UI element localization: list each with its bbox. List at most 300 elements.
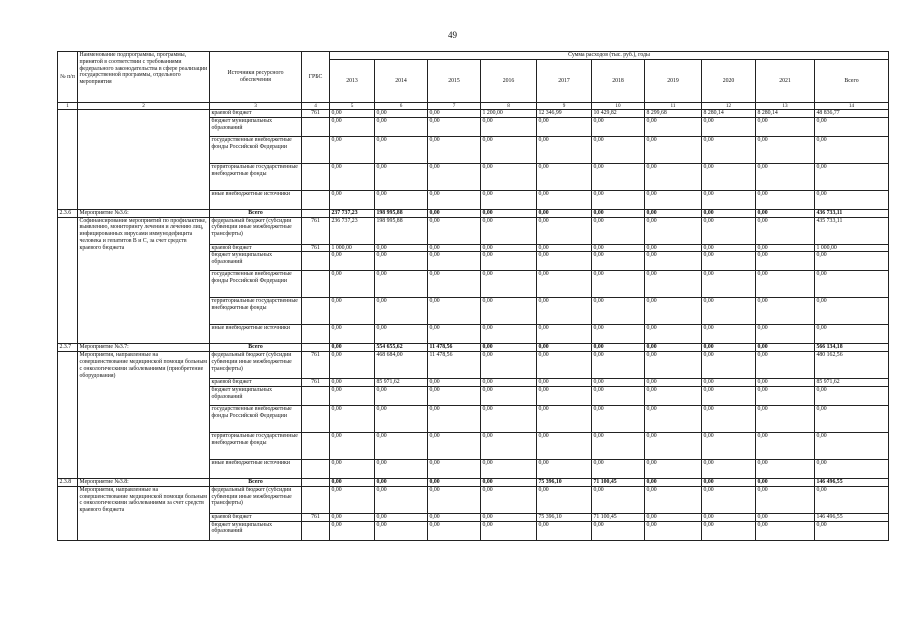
header-column-index: 13 bbox=[756, 103, 815, 110]
grbs-code bbox=[302, 209, 330, 217]
funding-source: территориальные государственные внебюджетные фонды bbox=[210, 432, 302, 459]
amount-cell: 0,00 bbox=[645, 344, 702, 352]
amount-cell: 0,00 bbox=[756, 379, 815, 387]
amount-cell: 0,00 bbox=[330, 513, 375, 521]
amount-cell: 0,00 bbox=[428, 117, 481, 136]
amount-cell: 0,00 bbox=[481, 209, 537, 217]
funding-source: краевой бюджет bbox=[210, 110, 302, 118]
amount-cell: 0,00 bbox=[428, 110, 481, 118]
grbs-code bbox=[302, 298, 330, 325]
amount-cell: 0,00 bbox=[702, 405, 756, 432]
header-year: 2014 bbox=[375, 60, 428, 103]
header-year: Всего bbox=[815, 60, 889, 103]
amount-cell: 0,00 bbox=[702, 136, 756, 163]
amount-cell: 0,00 bbox=[645, 486, 702, 513]
amount-cell: 554 655,62 bbox=[375, 344, 428, 352]
amount-cell: 0,00 bbox=[756, 521, 815, 540]
amount-cell: 0,00 bbox=[481, 459, 537, 478]
amount-cell: 0,00 bbox=[330, 110, 375, 118]
table-row bbox=[58, 209, 889, 217]
amount-cell: 0,00 bbox=[702, 117, 756, 136]
grbs-code bbox=[302, 190, 330, 209]
amount-cell: 0,00 bbox=[756, 244, 815, 252]
amount-cell: 0,00 bbox=[428, 379, 481, 387]
amount-cell: 1 000,00 bbox=[330, 244, 375, 252]
amount-cell: 8 280,14 bbox=[756, 110, 815, 118]
amount-cell: 0,00 bbox=[375, 486, 428, 513]
amount-cell: 0,00 bbox=[330, 521, 375, 540]
amount-cell: 480 162,56 bbox=[815, 352, 889, 379]
amount-cell: 0,00 bbox=[428, 271, 481, 298]
amount-cell: 0,00 bbox=[702, 325, 756, 344]
item-title: Мероприятие №3.6: bbox=[78, 209, 210, 217]
amount-cell: 0,00 bbox=[756, 386, 815, 405]
amount-cell: 0,00 bbox=[330, 459, 375, 478]
amount-cell: 71 100,45 bbox=[592, 478, 645, 486]
amount-cell: 0,00 bbox=[375, 110, 428, 118]
amount-cell: 0,00 bbox=[645, 217, 702, 244]
header-year: 2021 bbox=[756, 60, 815, 103]
funding-source: государственные внебюджетные фонды Российской Федерации bbox=[210, 405, 302, 432]
amount-cell: 0,00 bbox=[645, 405, 702, 432]
amount-cell: 0,00 bbox=[537, 136, 592, 163]
grbs-code bbox=[302, 325, 330, 344]
header-year: 2013 bbox=[330, 60, 375, 103]
item-number bbox=[58, 110, 78, 210]
item-description: Мероприятия, направленные на совершенствование медицинской помощи больным с онкологическими заболеваниями за счет средств краевого бюджета bbox=[78, 486, 210, 540]
amount-cell: 0,00 bbox=[815, 386, 889, 405]
amount-cell: 0,00 bbox=[702, 432, 756, 459]
amount-cell: 0,00 bbox=[481, 405, 537, 432]
amount-cell: 0,00 bbox=[537, 325, 592, 344]
amount-cell: 0,00 bbox=[645, 379, 702, 387]
amount-cell: 0,00 bbox=[702, 344, 756, 352]
amount-cell: 0,00 bbox=[330, 478, 375, 486]
amount-cell: 0,00 bbox=[428, 217, 481, 244]
amount-cell: 0,00 bbox=[592, 244, 645, 252]
amount-cell: 0,00 bbox=[481, 478, 537, 486]
amount-cell: 0,00 bbox=[428, 244, 481, 252]
amount-cell: 0,00 bbox=[592, 459, 645, 478]
amount-cell: 8 280,14 bbox=[702, 110, 756, 118]
amount-cell: 0,00 bbox=[702, 271, 756, 298]
amount-cell: 0,00 bbox=[481, 513, 537, 521]
amount-cell: 0,00 bbox=[330, 379, 375, 387]
grbs-code: 761 bbox=[302, 379, 330, 387]
amount-cell: 0,00 bbox=[645, 298, 702, 325]
amount-cell: 0,00 bbox=[645, 190, 702, 209]
amount-cell: 0,00 bbox=[375, 244, 428, 252]
amount-cell: 0,00 bbox=[537, 352, 592, 379]
amount-cell: 0,00 bbox=[428, 325, 481, 344]
amount-cell: 0,00 bbox=[756, 478, 815, 486]
amount-cell: 0,00 bbox=[537, 459, 592, 478]
amount-cell: 0,00 bbox=[537, 244, 592, 252]
amount-cell: 0,00 bbox=[375, 386, 428, 405]
amount-cell: 0,00 bbox=[815, 486, 889, 513]
amount-cell: 0,00 bbox=[756, 217, 815, 244]
amount-cell: 0,00 bbox=[645, 271, 702, 298]
budget-table bbox=[57, 51, 889, 541]
amount-cell: 0,00 bbox=[645, 209, 702, 217]
header-column-index: 11 bbox=[645, 103, 702, 110]
amount-cell: 0,00 bbox=[428, 209, 481, 217]
funding-source: бюджет муниципальных образований bbox=[210, 386, 302, 405]
funding-source: краевой бюджет bbox=[210, 244, 302, 252]
amount-cell: 0,00 bbox=[537, 405, 592, 432]
amount-cell: 0,00 bbox=[592, 325, 645, 344]
amount-cell: 0,00 bbox=[592, 271, 645, 298]
item-description: Софинансирование мероприятий по профилактике, выявлению, мониторингу лечения и лечению лиц, инфицированных вирусами иммунодефицита человека и гепатитов В и С, за счет средств краевого бюджета bbox=[78, 217, 210, 344]
grbs-code bbox=[302, 486, 330, 513]
amount-cell: 0,00 bbox=[702, 379, 756, 387]
funding-source: государственные внебюджетные фонды Российской Федерации bbox=[210, 271, 302, 298]
item-title: Мероприятие №3.8: bbox=[78, 478, 210, 486]
amount-cell: 75 396,10 bbox=[537, 513, 592, 521]
amount-cell: 0,00 bbox=[481, 298, 537, 325]
amount-cell: 0,00 bbox=[428, 513, 481, 521]
amount-cell: 0,00 bbox=[481, 521, 537, 540]
amount-cell: 0,00 bbox=[702, 190, 756, 209]
amount-cell: 0,00 bbox=[815, 298, 889, 325]
header-year: 2015 bbox=[428, 60, 481, 103]
amount-cell: 0,00 bbox=[481, 190, 537, 209]
header-column-index: 3 bbox=[210, 103, 302, 110]
amount-cell: 0,00 bbox=[537, 521, 592, 540]
amount-cell: 0,00 bbox=[537, 163, 592, 190]
amount-cell: 0,00 bbox=[428, 136, 481, 163]
amount-cell: 566 134,18 bbox=[815, 344, 889, 352]
amount-cell: 0,00 bbox=[592, 386, 645, 405]
amount-cell: 0,00 bbox=[330, 136, 375, 163]
amount-cell: 0,00 bbox=[592, 432, 645, 459]
amount-cell: 236 737,23 bbox=[330, 217, 375, 244]
amount-cell: 0,00 bbox=[815, 252, 889, 271]
amount-cell: 0,00 bbox=[330, 271, 375, 298]
amount-cell: 0,00 bbox=[375, 478, 428, 486]
amount-cell: 0,00 bbox=[756, 405, 815, 432]
item-number: 2.3.6 bbox=[58, 209, 78, 217]
amount-cell: 0,00 bbox=[481, 271, 537, 298]
header-column-index: 5 bbox=[330, 103, 375, 110]
funding-source: федеральный бюджет (субсидии субвенции иные межбюджетные трансферты) bbox=[210, 352, 302, 379]
funding-source: территориальные государственные внебюджетные фонды bbox=[210, 298, 302, 325]
amount-cell: 0,00 bbox=[537, 252, 592, 271]
amount-cell: 0,00 bbox=[645, 521, 702, 540]
amount-cell: 12 346,99 bbox=[537, 110, 592, 118]
grbs-code bbox=[302, 271, 330, 298]
amount-cell: 0,00 bbox=[756, 252, 815, 271]
amount-cell: 0,00 bbox=[428, 252, 481, 271]
grbs-code: 761 bbox=[302, 513, 330, 521]
amount-cell: 0,00 bbox=[702, 521, 756, 540]
amount-cell: 0,00 bbox=[756, 459, 815, 478]
amount-cell: 0,00 bbox=[428, 298, 481, 325]
amount-cell: 0,00 bbox=[815, 325, 889, 344]
amount-cell: 0,00 bbox=[537, 117, 592, 136]
amount-cell: 0,00 bbox=[481, 486, 537, 513]
amount-cell: 0,00 bbox=[645, 325, 702, 344]
funding-source: бюджет муниципальных образований bbox=[210, 521, 302, 540]
amount-cell: 0,00 bbox=[645, 163, 702, 190]
amount-cell: 0,00 bbox=[481, 325, 537, 344]
header-name: Наименование подпрограммы, программы, принятой в соответствии с требованиями федерального законодательства в сфере реализации государственной программы, отдельного мероприятия bbox=[78, 52, 210, 103]
grbs-code bbox=[302, 136, 330, 163]
amount-cell: 0,00 bbox=[702, 352, 756, 379]
funding-source: государственные внебюджетные фонды Российской Федерации bbox=[210, 136, 302, 163]
amount-cell: 0,00 bbox=[645, 244, 702, 252]
amount-cell: 0,00 bbox=[702, 217, 756, 244]
amount-cell: 0,00 bbox=[645, 478, 702, 486]
item-number-continued bbox=[58, 352, 78, 479]
header-year: 2019 bbox=[645, 60, 702, 103]
header-year: 2020 bbox=[702, 60, 756, 103]
amount-cell: 11 478,56 bbox=[428, 344, 481, 352]
amount-cell: 0,00 bbox=[330, 344, 375, 352]
amount-cell: 0,00 bbox=[330, 432, 375, 459]
grbs-code bbox=[302, 252, 330, 271]
amount-cell: 0,00 bbox=[537, 209, 592, 217]
amount-cell: 0,00 bbox=[592, 344, 645, 352]
amount-cell: 10 429,82 bbox=[592, 110, 645, 118]
amount-cell: 0,00 bbox=[702, 486, 756, 513]
amount-cell: 0,00 bbox=[428, 459, 481, 478]
amount-cell: 1 200,00 bbox=[481, 110, 537, 118]
amount-cell: 85 971,62 bbox=[375, 379, 428, 387]
amount-cell: 0,00 bbox=[645, 459, 702, 478]
grbs-code bbox=[302, 117, 330, 136]
amount-cell: 0,00 bbox=[756, 513, 815, 521]
amount-cell: 0,00 bbox=[702, 386, 756, 405]
header-column-index: 12 bbox=[702, 103, 756, 110]
amount-cell: 0,00 bbox=[592, 486, 645, 513]
funding-source: Всего bbox=[210, 478, 302, 486]
item-number-continued bbox=[58, 486, 78, 540]
funding-source: Всего bbox=[210, 344, 302, 352]
amount-cell: 1 000,00 bbox=[815, 244, 889, 252]
header-sum: Сумма расходов (тыс. руб.), годы bbox=[330, 52, 889, 60]
amount-cell: 8 299,68 bbox=[645, 110, 702, 118]
amount-cell: 48 836,77 bbox=[815, 110, 889, 118]
amount-cell: 0,00 bbox=[428, 386, 481, 405]
amount-cell: 0,00 bbox=[330, 386, 375, 405]
amount-cell: 0,00 bbox=[428, 163, 481, 190]
header-source: Источники ресурсного обеспечения bbox=[210, 52, 302, 103]
amount-cell: 0,00 bbox=[330, 405, 375, 432]
amount-cell: 0,00 bbox=[592, 252, 645, 271]
amount-cell: 146 496,55 bbox=[815, 513, 889, 521]
amount-cell: 0,00 bbox=[645, 386, 702, 405]
table-row bbox=[58, 344, 889, 352]
amount-cell: 0,00 bbox=[645, 352, 702, 379]
header-column-index: 2 bbox=[78, 103, 210, 110]
item-number: 2.3.7 bbox=[58, 344, 78, 352]
grbs-code: 761 bbox=[302, 244, 330, 252]
amount-cell: 0,00 bbox=[330, 325, 375, 344]
amount-cell: 468 684,00 bbox=[375, 352, 428, 379]
amount-cell: 0,00 bbox=[815, 405, 889, 432]
grbs-code bbox=[302, 344, 330, 352]
amount-cell: 237 737,23 bbox=[330, 209, 375, 217]
header-column-index: 1 bbox=[58, 103, 78, 110]
amount-cell: 0,00 bbox=[375, 252, 428, 271]
amount-cell: 0,00 bbox=[375, 405, 428, 432]
header-column-index: 4 bbox=[302, 103, 330, 110]
amount-cell: 0,00 bbox=[702, 478, 756, 486]
amount-cell: 0,00 bbox=[592, 352, 645, 379]
amount-cell: 0,00 bbox=[481, 252, 537, 271]
grbs-code: 761 bbox=[302, 217, 330, 244]
amount-cell: 0,00 bbox=[592, 209, 645, 217]
amount-cell: 0,00 bbox=[756, 163, 815, 190]
funding-source: Всего bbox=[210, 209, 302, 217]
amount-cell: 0,00 bbox=[815, 117, 889, 136]
amount-cell: 0,00 bbox=[815, 136, 889, 163]
grbs-code bbox=[302, 405, 330, 432]
amount-cell: 0,00 bbox=[375, 117, 428, 136]
amount-cell: 0,00 bbox=[756, 190, 815, 209]
funding-source: федеральный бюджет (субсидии субвенции иные межбюджетные трансферты) bbox=[210, 217, 302, 244]
amount-cell: 0,00 bbox=[815, 459, 889, 478]
item-description: Мероприятия, направленные на совершенствование медицинской помощи больным с онкологическими заболеваниями (приобретение оборудования) bbox=[78, 352, 210, 479]
amount-cell: 0,00 bbox=[756, 352, 815, 379]
amount-cell: 0,00 bbox=[375, 513, 428, 521]
amount-cell: 0,00 bbox=[330, 190, 375, 209]
amount-cell: 0,00 bbox=[592, 217, 645, 244]
amount-cell: 0,00 bbox=[481, 352, 537, 379]
amount-cell: 0,00 bbox=[756, 209, 815, 217]
table-row bbox=[58, 352, 889, 379]
amount-cell: 146 496,55 bbox=[815, 478, 889, 486]
grbs-code bbox=[302, 386, 330, 405]
amount-cell: 0,00 bbox=[592, 379, 645, 387]
amount-cell: 0,00 bbox=[592, 117, 645, 136]
amount-cell: 0,00 bbox=[481, 379, 537, 387]
amount-cell: 0,00 bbox=[592, 136, 645, 163]
amount-cell: 0,00 bbox=[537, 217, 592, 244]
amount-cell: 0,00 bbox=[702, 252, 756, 271]
amount-cell: 0,00 bbox=[330, 352, 375, 379]
amount-cell: 0,00 bbox=[756, 325, 815, 344]
header-no: № п/п bbox=[58, 52, 78, 103]
item-number-continued bbox=[58, 217, 78, 344]
header-grbs: ГРБС bbox=[302, 52, 330, 103]
item-number: 2.3.8 bbox=[58, 478, 78, 486]
amount-cell: 0,00 bbox=[375, 325, 428, 344]
funding-source: бюджет муниципальных образований bbox=[210, 252, 302, 271]
amount-cell: 0,00 bbox=[481, 386, 537, 405]
header-column-index: 6 bbox=[375, 103, 428, 110]
funding-source: иные внебюджетные источники bbox=[210, 190, 302, 209]
amount-cell: 0,00 bbox=[375, 136, 428, 163]
amount-cell: 0,00 bbox=[645, 252, 702, 271]
page-number: 49 bbox=[448, 30, 457, 40]
funding-source: федеральный бюджет (субсидии субвенции иные межбюджетные трансферты) bbox=[210, 486, 302, 513]
funding-source: иные внебюджетные источники bbox=[210, 459, 302, 478]
amount-cell: 0,00 bbox=[592, 405, 645, 432]
header-year: 2016 bbox=[481, 60, 537, 103]
amount-cell: 0,00 bbox=[537, 386, 592, 405]
funding-source: иные внебюджетные источники bbox=[210, 325, 302, 344]
amount-cell: 0,00 bbox=[592, 521, 645, 540]
grbs-code: 761 bbox=[302, 110, 330, 118]
amount-cell: 0,00 bbox=[375, 521, 428, 540]
amount-cell: 0,00 bbox=[375, 432, 428, 459]
amount-cell: 0,00 bbox=[815, 190, 889, 209]
amount-cell: 0,00 bbox=[375, 271, 428, 298]
amount-cell: 0,00 bbox=[481, 432, 537, 459]
amount-cell: 0,00 bbox=[330, 252, 375, 271]
amount-cell: 0,00 bbox=[592, 298, 645, 325]
amount-cell: 0,00 bbox=[428, 486, 481, 513]
amount-cell: 0,00 bbox=[428, 405, 481, 432]
amount-cell: 0,00 bbox=[815, 163, 889, 190]
grbs-code bbox=[302, 163, 330, 190]
amount-cell: 0,00 bbox=[537, 486, 592, 513]
grbs-code bbox=[302, 432, 330, 459]
amount-cell: 198 995,88 bbox=[375, 217, 428, 244]
amount-cell: 0,00 bbox=[645, 136, 702, 163]
amount-cell: 11 478,56 bbox=[428, 352, 481, 379]
amount-cell: 0,00 bbox=[756, 486, 815, 513]
amount-cell: 0,00 bbox=[702, 513, 756, 521]
funding-source: территориальные государственные внебюджетные фонды bbox=[210, 163, 302, 190]
amount-cell: 0,00 bbox=[592, 190, 645, 209]
amount-cell: 0,00 bbox=[815, 271, 889, 298]
amount-cell: 0,00 bbox=[537, 344, 592, 352]
amount-cell: 0,00 bbox=[428, 521, 481, 540]
amount-cell: 0,00 bbox=[481, 344, 537, 352]
grbs-code bbox=[302, 521, 330, 540]
amount-cell: 0,00 bbox=[537, 190, 592, 209]
amount-cell: 0,00 bbox=[481, 163, 537, 190]
grbs-code bbox=[302, 459, 330, 478]
amount-cell: 0,00 bbox=[537, 432, 592, 459]
table-row bbox=[58, 217, 889, 244]
amount-cell: 0,00 bbox=[375, 190, 428, 209]
amount-cell: 0,00 bbox=[481, 244, 537, 252]
amount-cell: 435 733,11 bbox=[815, 217, 889, 244]
funding-source: краевой бюджет bbox=[210, 379, 302, 387]
amount-cell: 0,00 bbox=[428, 478, 481, 486]
amount-cell: 0,00 bbox=[756, 271, 815, 298]
table-row bbox=[58, 486, 889, 513]
amount-cell: 0,00 bbox=[645, 432, 702, 459]
amount-cell: 0,00 bbox=[645, 513, 702, 521]
grbs-code: 761 bbox=[302, 352, 330, 379]
grbs-code bbox=[302, 478, 330, 486]
amount-cell: 0,00 bbox=[375, 163, 428, 190]
amount-cell: 0,00 bbox=[330, 298, 375, 325]
amount-cell: 0,00 bbox=[756, 136, 815, 163]
amount-cell: 198 995,88 bbox=[375, 209, 428, 217]
amount-cell: 0,00 bbox=[702, 209, 756, 217]
amount-cell: 0,00 bbox=[702, 244, 756, 252]
item-title: Мероприятие №3.7: bbox=[78, 344, 210, 352]
amount-cell: 0,00 bbox=[702, 163, 756, 190]
amount-cell: 85 971,62 bbox=[815, 379, 889, 387]
amount-cell: 0,00 bbox=[756, 432, 815, 459]
amount-cell: 0,00 bbox=[645, 117, 702, 136]
amount-cell: 0,00 bbox=[330, 486, 375, 513]
amount-cell: 0,00 bbox=[537, 379, 592, 387]
amount-cell: 0,00 bbox=[702, 298, 756, 325]
table-row bbox=[58, 478, 889, 486]
funding-source: бюджет муниципальных образований bbox=[210, 117, 302, 136]
header-year: 2017 bbox=[537, 60, 592, 103]
header-column-index: 10 bbox=[592, 103, 645, 110]
amount-cell: 0,00 bbox=[592, 163, 645, 190]
